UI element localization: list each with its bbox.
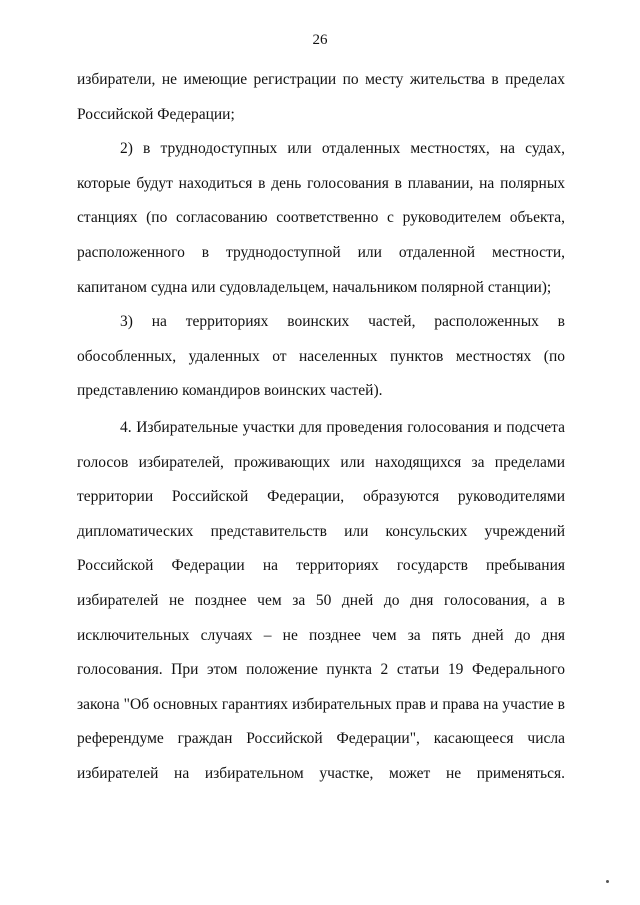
page-number: 26 bbox=[312, 32, 328, 48]
scan-dot bbox=[606, 880, 609, 883]
paragraph-item-3: 3) на территориях воинских частей, расположенных в обособленных, удаленных от населенных пунктов местностях (по представлению командиров воинских частей). bbox=[77, 313, 565, 400]
document-body bbox=[77, 63, 565, 791]
paragraph-continuation: избиратели, не имеющие регистрации по месту жительства в пределах Российской Федерации; bbox=[77, 71, 565, 123]
paragraph-item-2: 2) в труднодоступных или отдаленных местностях, на судах, которые будут находиться в день голосования в плавании, на полярных станциях (по согласованию соответственно с руководителем объекта, расположенного в труднодоступной или отдаленной местности, капитаном судна или судовладельцем, начальником полярной станции); bbox=[77, 140, 565, 296]
paragraph-section-4: 4. Избирательные участки для проведения голосования и подсчета голосов избирателей, проживающих или находящихся за пределами территории Российской Федерации, образуются руководителями дипломатических представительств или консульских учреждений Российской Федерации на территориях государств пребывания избирателей не позднее чем за 50 дней до дня голосования, а в исключительных случаях – не позднее чем за пять дней до дня голосования. При этом положение пункта 2 статьи 19 Федерального закона "Об основных гарантиях избирательных прав и права на участие в референдуме граждан Российской Федерации", касающееся числа избирателей на избирательном участке, может не применяться. bbox=[77, 418, 565, 782]
